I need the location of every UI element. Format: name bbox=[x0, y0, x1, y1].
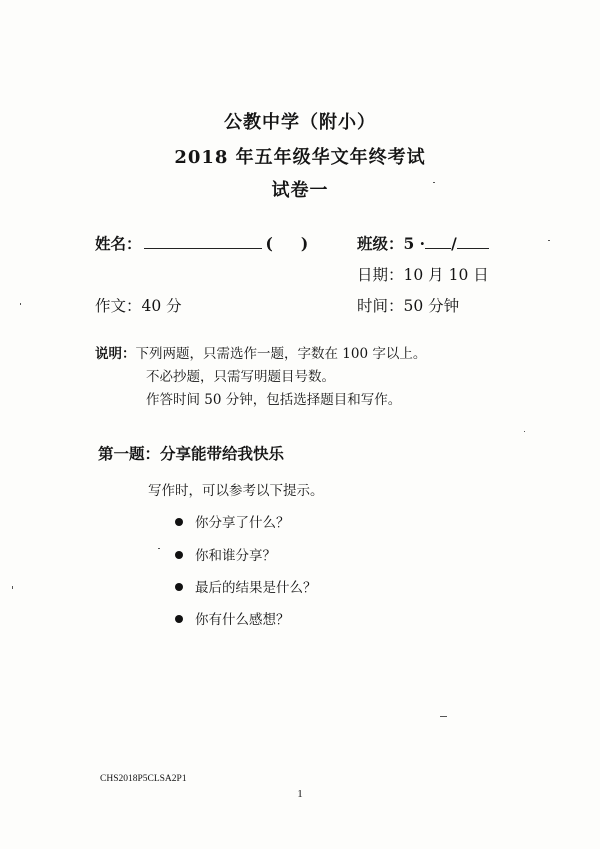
instructions-text-1: 下列两题，只需选作一题，字数在 100 字以上。 bbox=[135, 346, 427, 362]
class-field bbox=[357, 232, 489, 254]
paper-title: 试卷一 bbox=[271, 180, 329, 201]
scan-speck bbox=[548, 240, 550, 241]
paren-close: ) bbox=[300, 234, 311, 253]
question-hint: 写作时，可以参考以下提示。 bbox=[148, 483, 324, 499]
class-slash: / bbox=[451, 234, 457, 253]
essay-marks-field: 作文：40 分 bbox=[95, 297, 182, 315]
name-field bbox=[95, 232, 310, 254]
instructions-line-3: 作答时间 50 分钟，包括选择题目和写作。 bbox=[146, 392, 402, 408]
list-item bbox=[175, 608, 290, 628]
scan-speck bbox=[20, 303, 21, 305]
scan-speck bbox=[440, 716, 447, 717]
index-number-paren bbox=[266, 234, 311, 253]
scan-speck bbox=[433, 182, 435, 183]
name-label: 姓名： bbox=[95, 234, 142, 253]
class-label: 班级：5 · bbox=[357, 234, 426, 253]
paren-open: ( bbox=[265, 234, 275, 253]
instructions-label: 说明： bbox=[95, 346, 136, 362]
register-blank-line bbox=[457, 234, 489, 249]
school-title: 公教中学（附小） bbox=[224, 112, 376, 133]
exam-title: 2018 年五年级华文年终考试 bbox=[174, 147, 426, 168]
instructions-line-2: 不必抄题，只需写明题目号数。 bbox=[146, 369, 335, 385]
bullet-icon bbox=[175, 551, 183, 559]
instructions-line-1 bbox=[95, 342, 426, 362]
list-item bbox=[175, 544, 276, 564]
list-item bbox=[175, 576, 317, 596]
bullet-icon bbox=[175, 518, 183, 526]
list-item-text: 你有什么感想？ bbox=[195, 612, 290, 628]
time-field: 时间：50 分钟 bbox=[357, 297, 460, 315]
bullet-icon bbox=[175, 615, 183, 623]
class-blank-line bbox=[425, 234, 451, 249]
scan-speck bbox=[158, 548, 160, 549]
bullet-icon bbox=[175, 583, 183, 591]
date-field: 日期：10 月 10 日 bbox=[357, 266, 489, 284]
question-title: 第一题：分享能带给我快乐 bbox=[98, 444, 285, 463]
list-item-text: 你和谁分享？ bbox=[195, 548, 276, 564]
name-blank-line bbox=[144, 234, 262, 249]
list-item bbox=[175, 511, 290, 531]
paper-code: CHS2018P5CLSA2P1 bbox=[100, 774, 187, 784]
list-item-text: 最后的结果是什么？ bbox=[195, 580, 317, 596]
scan-speck bbox=[12, 586, 13, 589]
list-item-text: 你分享了什么？ bbox=[195, 515, 290, 531]
scan-speck bbox=[524, 431, 525, 432]
page-number: 1 bbox=[297, 788, 303, 800]
